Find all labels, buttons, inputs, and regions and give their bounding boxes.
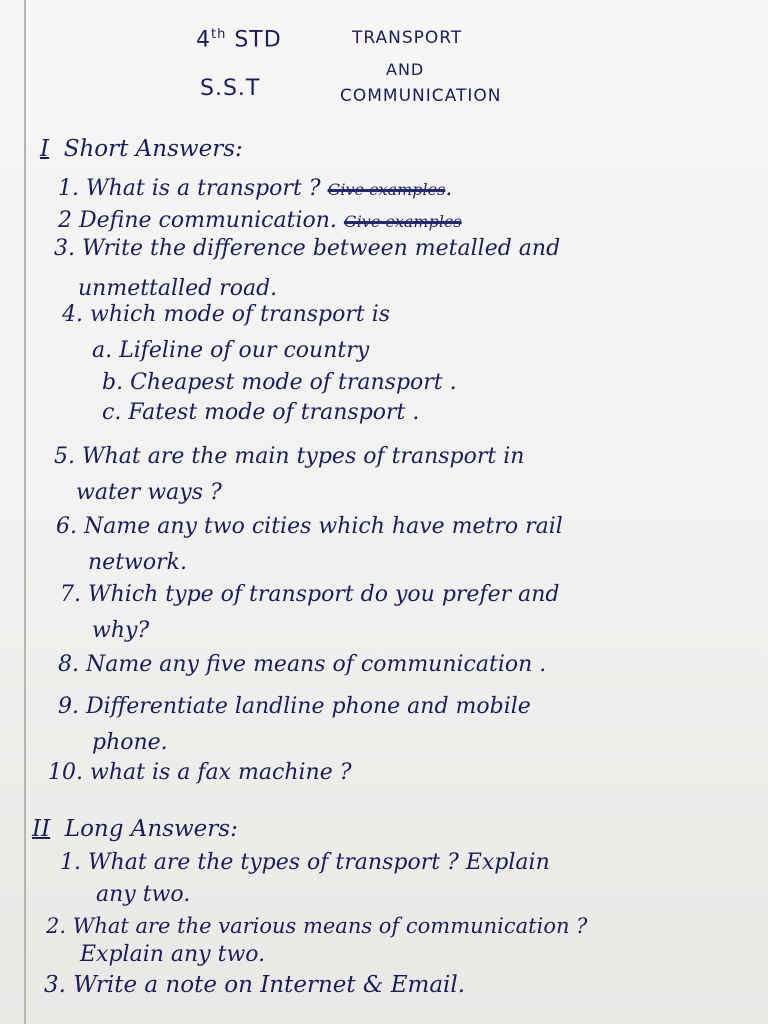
question-2 [58, 210, 462, 232]
long-question-3 [44, 974, 465, 997]
long-question-2-continued: Explain any two. [80, 942, 266, 967]
question-6 [56, 516, 563, 538]
question-number: 9. [58, 694, 79, 719]
question-number: 2. [46, 914, 67, 938]
section-1-heading [40, 138, 243, 161]
section-2-numeral: II [32, 816, 51, 842]
question-7-continued: why? [92, 618, 150, 643]
struck-text: Give examples [327, 180, 446, 199]
question-text: Name any two cities which have metro rail [84, 514, 563, 539]
grade-std: STD [234, 27, 282, 53]
question-4-sub-c: c. Fatest mode of transport . [102, 400, 420, 425]
question-text: What are the main types of transport in [82, 444, 525, 469]
question-end: . [445, 176, 453, 201]
question-number: 2 [58, 208, 72, 233]
question-text: Write a note on Internet & Email. [73, 972, 466, 998]
question-text: Define communication. [79, 208, 337, 233]
grade-number: 4 [196, 27, 211, 53]
subject-label: S.S.T [200, 76, 261, 101]
question-text: What is a transport ? [86, 176, 321, 201]
question-5 [54, 446, 524, 468]
title-line-2: AND [386, 60, 425, 79]
question-8 [58, 654, 546, 676]
section-1-title: Short Answers: [63, 136, 243, 162]
question-9 [58, 696, 531, 718]
question-10 [48, 762, 352, 784]
section-2-heading [32, 818, 238, 841]
question-text: which mode of transport is [90, 302, 391, 327]
question-number: 10. [48, 760, 83, 785]
question-5-continued: water ways ? [76, 480, 222, 505]
long-question-1-continued: any two. [96, 882, 191, 907]
question-text: What are the various means of communication ? [72, 914, 588, 938]
long-question-1 [60, 852, 550, 874]
margin-line [24, 0, 26, 1024]
question-3-continued: unmettalled road. [78, 276, 278, 301]
question-number: 5. [54, 444, 75, 469]
question-text: Name any five means of communication . [86, 652, 547, 677]
title-line-3: COMMUNICATION [340, 86, 502, 106]
question-number: 1. [58, 176, 79, 201]
question-number: 1. [60, 850, 81, 875]
title-line-1: TRANSPORT [352, 28, 463, 48]
question-9-continued: phone. [92, 730, 168, 755]
question-text: Write the difference between metalled and [82, 236, 561, 261]
question-1 [58, 178, 452, 200]
section-1-numeral: I [40, 136, 50, 162]
question-4 [62, 304, 390, 326]
question-number: 8. [58, 652, 79, 677]
grade-suffix: th [211, 27, 227, 42]
section-2-title: Long Answers: [64, 816, 238, 842]
grade-label [196, 28, 282, 51]
long-question-2 [46, 916, 587, 937]
question-text: Which type of transport do you prefer and [88, 582, 560, 607]
question-number: 4. [62, 302, 83, 327]
question-3 [54, 238, 560, 260]
question-number: 3. [54, 236, 75, 261]
question-7 [60, 584, 559, 606]
question-6-continued: network. [88, 550, 187, 575]
struck-text: Give examples [343, 212, 462, 231]
question-number: 6. [56, 514, 77, 539]
question-4-sub-a: a. Lifeline of our country [92, 338, 370, 363]
question-text: What are the types of transport ? Explain [88, 850, 550, 875]
question-number: 7. [60, 582, 81, 607]
question-4-sub-b: b. Cheapest mode of transport . [102, 370, 457, 395]
question-text: what is a fax machine ? [90, 760, 352, 785]
question-text: Differentiate landline phone and mobile [86, 694, 531, 719]
question-number: 3. [44, 972, 66, 998]
